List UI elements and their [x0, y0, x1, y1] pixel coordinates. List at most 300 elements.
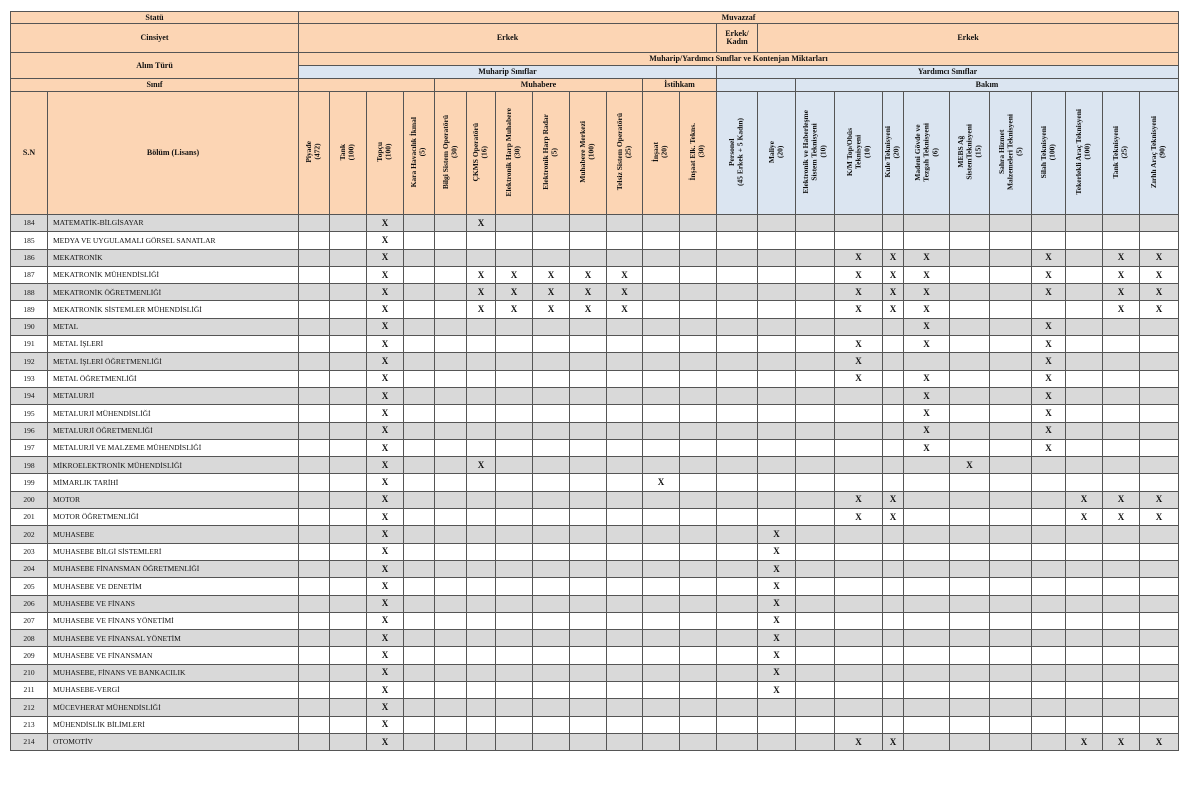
quota-cell	[330, 422, 367, 439]
quota-cell	[904, 457, 950, 474]
quota-cell	[796, 232, 835, 249]
quota-cell	[904, 716, 950, 733]
column-header	[990, 92, 1032, 215]
table-row	[11, 612, 1179, 629]
quota-cell	[990, 733, 1032, 750]
quota-cell	[1066, 630, 1103, 647]
quota-cell	[796, 301, 835, 318]
column-header-label: K/M Top/Obüs Teknisyeni (10)	[844, 127, 871, 177]
quota-cell	[835, 664, 883, 681]
quota-cell	[404, 439, 435, 456]
eligibility-mark: X	[570, 284, 607, 301]
quota-cell	[1066, 215, 1103, 232]
quota-cell	[680, 422, 717, 439]
quota-cell	[299, 266, 330, 283]
quota-cell	[680, 249, 717, 266]
quota-cell	[435, 284, 467, 301]
quota-cell	[435, 387, 467, 404]
quota-cell	[796, 716, 835, 733]
quota-cell	[1066, 526, 1103, 543]
column-header-label: Maliye (20)	[766, 140, 785, 164]
quota-cell	[435, 405, 467, 422]
quota-cell	[330, 232, 367, 249]
quota-cell	[1140, 318, 1179, 335]
quota-cell	[950, 526, 990, 543]
quota-cell	[570, 578, 607, 595]
quota-cell	[990, 318, 1032, 335]
eligibility-mark: X	[904, 422, 950, 439]
quota-cell	[330, 560, 367, 577]
quota-cell	[904, 664, 950, 681]
quota-cell	[1032, 215, 1066, 232]
quota-cell	[835, 612, 883, 629]
quota-cell	[717, 699, 758, 716]
quota-cell	[758, 405, 796, 422]
eligibility-mark: X	[883, 509, 904, 526]
quota-cell	[496, 353, 533, 370]
quota-cell	[1032, 630, 1066, 647]
quota-cell	[533, 491, 570, 508]
quota-cell	[435, 647, 467, 664]
department-name: MİKROELEKTRONİK MÜHENDİSLİĞİ	[48, 457, 299, 474]
row-number: 208	[11, 630, 48, 647]
quota-cell	[1140, 232, 1179, 249]
eligibility-mark: X	[367, 699, 404, 716]
quota-cell	[758, 215, 796, 232]
statu-label: Statü	[11, 12, 299, 24]
quota-cell	[950, 284, 990, 301]
quota-cell	[607, 474, 643, 491]
quota-cell	[643, 526, 680, 543]
quota-cell	[643, 266, 680, 283]
quota-cell	[796, 543, 835, 560]
quota-cell	[435, 301, 467, 318]
eligibility-mark: X	[367, 387, 404, 404]
column-header-label: Personel (45 Erkek + 5 Kadın)	[727, 117, 745, 187]
quota-cell	[835, 474, 883, 491]
eligibility-mark: X	[1140, 301, 1179, 318]
quota-cell	[570, 612, 607, 629]
quota-cell	[496, 405, 533, 422]
eligibility-mark: X	[904, 405, 950, 422]
quota-cell	[435, 318, 467, 335]
quota-cell	[680, 716, 717, 733]
quota-cell	[883, 595, 904, 612]
quota-cell	[796, 457, 835, 474]
quota-cell	[643, 716, 680, 733]
column-header	[1140, 92, 1179, 215]
quota-cell	[990, 336, 1032, 353]
quota-cell	[1066, 682, 1103, 699]
sn-header: S.N	[11, 92, 48, 215]
quota-cell	[330, 266, 367, 283]
quota-cell	[435, 439, 467, 456]
quota-cell	[796, 509, 835, 526]
quota-cell	[680, 699, 717, 716]
table-row	[11, 509, 1179, 526]
quota-cell	[680, 318, 717, 335]
quota-cell	[607, 491, 643, 508]
quota-cell	[717, 595, 758, 612]
eligibility-mark: X	[1103, 249, 1140, 266]
column-header-label: Piyade (472)	[304, 141, 322, 163]
quota-cell	[1066, 699, 1103, 716]
eligibility-mark: X	[607, 301, 643, 318]
quota-cell	[643, 457, 680, 474]
quota-cell	[904, 526, 950, 543]
quota-cell	[950, 578, 990, 595]
quota-cell	[607, 249, 643, 266]
department-name: MATEMATİK-BİLGİSAYAR	[48, 215, 299, 232]
quota-cell	[404, 284, 435, 301]
quota-cell	[404, 353, 435, 370]
column-header	[533, 92, 570, 215]
quota-cell	[1103, 232, 1140, 249]
quota-cell	[435, 491, 467, 508]
quota-cell	[904, 560, 950, 577]
eligibility-mark: X	[467, 301, 496, 318]
quota-cell	[1140, 716, 1179, 733]
row-number: 192	[11, 353, 48, 370]
department-name: METAL ÖĞRETMENLİĞİ	[48, 370, 299, 387]
quota-cell	[990, 682, 1032, 699]
eligibility-mark: X	[1032, 336, 1066, 353]
quota-cell	[1103, 387, 1140, 404]
quota-cell	[496, 370, 533, 387]
quota-cell	[467, 474, 496, 491]
quota-cell	[835, 215, 883, 232]
quota-cell	[1066, 232, 1103, 249]
column-header-label: Telsiz Sistem Operatörü (25)	[614, 113, 633, 191]
quota-cell	[1103, 682, 1140, 699]
eligibility-mark: X	[367, 733, 404, 750]
quota-cell	[990, 509, 1032, 526]
eligibility-mark: X	[1140, 266, 1179, 283]
quota-cell	[758, 733, 796, 750]
quota-cell	[404, 595, 435, 612]
quota-cell	[643, 249, 680, 266]
eligibility-mark: X	[835, 733, 883, 750]
muhabere-label: Muhabere	[435, 79, 643, 92]
quota-cell	[330, 578, 367, 595]
quota-cell	[1066, 370, 1103, 387]
quota-cell	[1140, 543, 1179, 560]
quota-cell	[1032, 560, 1066, 577]
eligibility-mark: X	[904, 249, 950, 266]
quota-cell	[404, 266, 435, 283]
quota-cell	[330, 439, 367, 456]
quota-cell	[607, 664, 643, 681]
quota-cell	[299, 353, 330, 370]
eligibility-mark: X	[367, 664, 404, 681]
quota-cell	[883, 422, 904, 439]
quota-cell	[1140, 474, 1179, 491]
row-number: 195	[11, 405, 48, 422]
quota-cell	[496, 526, 533, 543]
quota-cell	[717, 318, 758, 335]
quota-cell	[404, 578, 435, 595]
quota-cell	[680, 543, 717, 560]
quota-cell	[607, 716, 643, 733]
quota-cell	[496, 232, 533, 249]
quota-cell	[496, 647, 533, 664]
quota-cell	[570, 370, 607, 387]
eligibility-mark: X	[835, 370, 883, 387]
eligibility-mark: X	[467, 266, 496, 283]
column-header	[680, 92, 717, 215]
quota-cell	[835, 682, 883, 699]
quota-cell	[717, 387, 758, 404]
quota-cell	[950, 266, 990, 283]
quota-cell	[1103, 647, 1140, 664]
column-header	[367, 92, 404, 215]
row-number: 202	[11, 526, 48, 543]
quota-cell	[680, 682, 717, 699]
department-name: OTOMOTİV	[48, 733, 299, 750]
quota-cell	[758, 249, 796, 266]
quota-cell	[835, 232, 883, 249]
quota-cell	[299, 595, 330, 612]
quota-cell	[1066, 439, 1103, 456]
quota-cell	[680, 284, 717, 301]
quota-cell	[467, 491, 496, 508]
quota-cell	[990, 232, 1032, 249]
bolum-header: Bölüm (Lisans)	[48, 92, 299, 215]
quota-cell	[496, 595, 533, 612]
quota-cell	[904, 699, 950, 716]
quota-cell	[435, 266, 467, 283]
eligibility-mark: X	[1032, 284, 1066, 301]
quota-cell	[496, 318, 533, 335]
quota-table-container	[10, 11, 1179, 751]
eligibility-mark: X	[1032, 387, 1066, 404]
quota-cell	[990, 560, 1032, 577]
quota-cell	[717, 249, 758, 266]
quota-cell	[1103, 353, 1140, 370]
quota-cell	[680, 647, 717, 664]
quota-cell	[904, 578, 950, 595]
quota-cell	[758, 474, 796, 491]
quota-cell	[950, 336, 990, 353]
quota-cell	[835, 387, 883, 404]
quota-cell	[330, 664, 367, 681]
quota-cell	[467, 318, 496, 335]
quota-cell	[607, 318, 643, 335]
quota-cell	[680, 491, 717, 508]
quota-cell	[1066, 387, 1103, 404]
quota-cell	[796, 405, 835, 422]
eligibility-mark: X	[904, 439, 950, 456]
quota-cell	[299, 716, 330, 733]
quota-cell	[533, 664, 570, 681]
quota-cell	[904, 353, 950, 370]
quota-cell	[680, 560, 717, 577]
column-header-label: Sahra Hizmet Malzemeleri Teknisyeni (5)	[996, 113, 1023, 191]
quota-cell	[404, 336, 435, 353]
quota-cell	[533, 439, 570, 456]
quota-cell	[330, 647, 367, 664]
quota-cell	[796, 249, 835, 266]
column-header	[643, 92, 680, 215]
quota-cell	[950, 439, 990, 456]
quota-cell	[643, 491, 680, 508]
eligibility-mark: X	[607, 284, 643, 301]
department-name: METALURJİ MÜHENDİSLİĞİ	[48, 405, 299, 422]
quota-cell	[404, 474, 435, 491]
quota-cell	[717, 560, 758, 577]
quota-cell	[1103, 439, 1140, 456]
quota-cell	[835, 595, 883, 612]
quota-cell	[883, 699, 904, 716]
quota-cell	[680, 578, 717, 595]
quota-cell	[883, 353, 904, 370]
quota-cell	[717, 266, 758, 283]
quota-cell	[299, 284, 330, 301]
column-header	[950, 92, 990, 215]
eligibility-mark: X	[758, 543, 796, 560]
quota-cell	[758, 336, 796, 353]
quota-cell	[533, 733, 570, 750]
eligibility-mark: X	[904, 336, 950, 353]
quota-cell	[404, 405, 435, 422]
row-number: 185	[11, 232, 48, 249]
eligibility-mark: X	[758, 647, 796, 664]
quota-cell	[643, 664, 680, 681]
quota-cell	[299, 578, 330, 595]
quota-cell	[607, 578, 643, 595]
quota-cell	[990, 595, 1032, 612]
quota-cell	[404, 370, 435, 387]
eligibility-mark: X	[1103, 266, 1140, 283]
quota-cell	[299, 664, 330, 681]
row-number: 186	[11, 249, 48, 266]
quota-cell	[1140, 630, 1179, 647]
eligibility-mark: X	[835, 491, 883, 508]
eligibility-mark: X	[1103, 301, 1140, 318]
table-row	[11, 318, 1179, 335]
quota-cell	[950, 474, 990, 491]
quota-cell	[643, 318, 680, 335]
quota-cell	[330, 716, 367, 733]
quota-cell	[643, 733, 680, 750]
table-row	[11, 474, 1179, 491]
column-header	[1066, 92, 1103, 215]
quota-cell	[330, 336, 367, 353]
quota-cell	[607, 595, 643, 612]
quota-cell	[1032, 457, 1066, 474]
eligibility-mark: X	[367, 232, 404, 249]
quota-cell	[1066, 249, 1103, 266]
quota-cell	[570, 716, 607, 733]
quota-cell	[607, 353, 643, 370]
quota-cell	[570, 699, 607, 716]
quota-cell	[607, 560, 643, 577]
quota-cell	[299, 232, 330, 249]
eligibility-mark: X	[1103, 284, 1140, 301]
quota-cell	[299, 647, 330, 664]
quota-cell	[1140, 612, 1179, 629]
quota-cell	[796, 387, 835, 404]
quota-cell	[496, 578, 533, 595]
quota-cell	[533, 474, 570, 491]
quota-cell	[1103, 560, 1140, 577]
quota-cell	[950, 387, 990, 404]
eligibility-mark: X	[1066, 509, 1103, 526]
gender-male-female: Erkek/ Kadın	[717, 24, 758, 53]
eligibility-mark: X	[835, 284, 883, 301]
quota-cell	[1066, 595, 1103, 612]
alim-turu-label: Alım Türü	[11, 53, 299, 79]
quota-cell	[496, 491, 533, 508]
eligibility-mark: X	[1032, 439, 1066, 456]
table-row	[11, 336, 1179, 353]
quota-cell	[990, 578, 1032, 595]
column-header	[607, 92, 643, 215]
quota-cell	[607, 630, 643, 647]
quota-cell	[835, 716, 883, 733]
quota-cell	[643, 595, 680, 612]
eligibility-mark: X	[367, 509, 404, 526]
quota-cell	[404, 664, 435, 681]
quota-cell	[1066, 318, 1103, 335]
quota-cell	[1140, 664, 1179, 681]
row-number: 194	[11, 387, 48, 404]
eligibility-mark: X	[758, 612, 796, 629]
quota-cell	[570, 336, 607, 353]
table-row	[11, 284, 1179, 301]
quota-cell	[467, 370, 496, 387]
quota-cell	[950, 716, 990, 733]
quota-cell	[796, 439, 835, 456]
quota-cell	[904, 595, 950, 612]
quota-cell	[496, 733, 533, 750]
quota-cell	[835, 457, 883, 474]
quota-cell	[1103, 630, 1140, 647]
quota-cell	[680, 733, 717, 750]
quota-cell	[404, 457, 435, 474]
eligibility-mark: X	[367, 716, 404, 733]
quota-cell	[1103, 405, 1140, 422]
table-row	[11, 249, 1179, 266]
quota-cell	[299, 699, 330, 716]
quota-cell	[467, 664, 496, 681]
quota-cell	[990, 457, 1032, 474]
quota-cell	[435, 249, 467, 266]
column-header	[1103, 92, 1140, 215]
quota-cell	[299, 215, 330, 232]
quota-cell	[643, 370, 680, 387]
quota-cell	[1103, 578, 1140, 595]
column-header-label: Muhabere Merkezi (100)	[578, 121, 596, 183]
quota-cell	[883, 336, 904, 353]
quota-cell	[758, 439, 796, 456]
quota-cell	[435, 664, 467, 681]
column-header-label: MEBS Ağ SistemTeknisyeni (15)	[955, 124, 982, 180]
quota-cell	[643, 284, 680, 301]
quota-cell	[570, 526, 607, 543]
quota-cell	[570, 543, 607, 560]
quota-cell	[680, 215, 717, 232]
eligibility-mark: X	[607, 266, 643, 283]
quota-cell	[883, 439, 904, 456]
quota-cell	[950, 543, 990, 560]
quota-cell	[467, 405, 496, 422]
eligibility-mark: X	[367, 526, 404, 543]
quota-cell	[533, 578, 570, 595]
quota-cell	[1066, 578, 1103, 595]
quota-cell	[330, 595, 367, 612]
quota-cell	[758, 370, 796, 387]
